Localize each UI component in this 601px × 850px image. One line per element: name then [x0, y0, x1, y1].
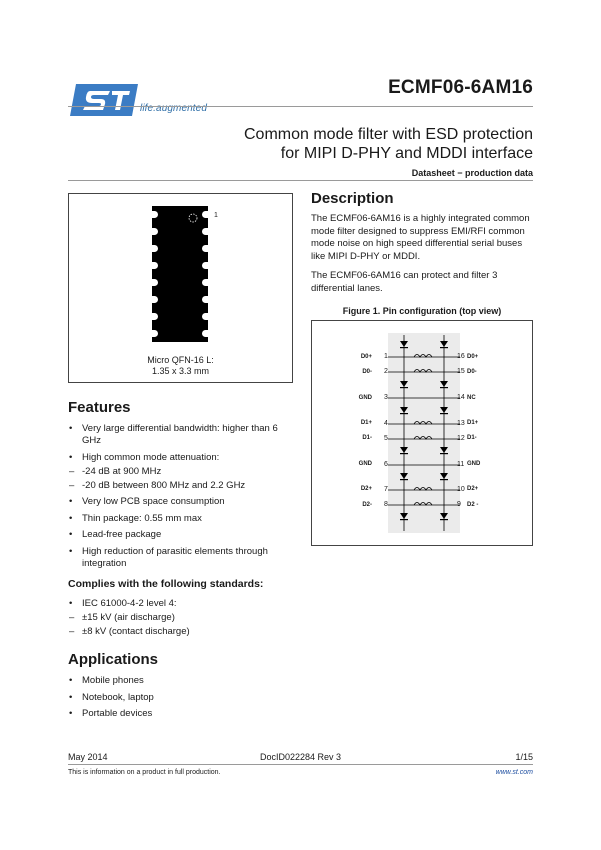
pin-number-right-10: 10	[457, 486, 465, 493]
description-paragraph-1: The ECMF06-6AM16 is a highly integrated common mode filter designed to suppress EMI/RFI common mode noise on high speed differential serial buses like MIPI D-PHY or MDDI.	[311, 213, 530, 262]
part-number-title: ECMF06-6AM16	[388, 77, 533, 98]
qfn-package-drawing	[69, 194, 292, 382]
feature-item-bandwidth: • Very large differential bandwidth: higher than 6 GHz	[68, 423, 293, 447]
pin-label-right-9: D2 -	[467, 502, 479, 508]
subtitle-line-1: Common mode filter with ESD protection	[244, 126, 533, 143]
pin-number-right-15: 15	[457, 368, 465, 375]
pin-label-left-3: GND	[358, 395, 372, 401]
datasheet-label: Datasheet − production data	[411, 168, 533, 178]
subtitle-divider	[68, 180, 533, 181]
pin-number-left-7: 7	[384, 486, 388, 493]
feature-subitem-range: – -20 dB between 800 MHz and 2.2 GHz	[68, 480, 293, 492]
feature-subitem-900mhz: – -24 dB at 900 MHz	[68, 466, 293, 478]
pin-number-left-8: 8	[384, 501, 388, 508]
pin-label-right-11: GND	[467, 461, 481, 467]
pin-label-left-8: D2-	[362, 502, 372, 508]
pin-label-left-7: D2+	[360, 486, 372, 492]
description-heading: Description	[311, 190, 394, 207]
standard-subitem-contact: – ±8 kV (contact discharge)	[68, 626, 293, 638]
standard-item-iec	[68, 598, 293, 638]
pin-label-right-10: D2+	[467, 486, 479, 492]
footer-doc-id: DocID022284 Rev 3	[259, 752, 342, 762]
pin1-marker: 1	[214, 212, 218, 219]
feature-item-attenuation	[68, 452, 293, 492]
footer-production-note: This is information on a product in full production.	[68, 769, 221, 776]
schematic-drawing	[312, 321, 532, 545]
subtitle-line-2: for MIPI D-PHY and MDDI interface	[280, 145, 533, 162]
applications-heading: Applications	[68, 651, 159, 668]
pin-number-right-14: 14	[457, 394, 465, 401]
pin-configuration-figure	[311, 320, 533, 546]
pin-number-right-13: 13	[457, 420, 465, 427]
application-item-notebook: • Notebook, laptop	[68, 692, 293, 704]
application-item-portable: • Portable devices	[68, 708, 293, 720]
package-caption	[68, 355, 293, 377]
standards-heading: Complies with the following standards:	[68, 578, 264, 590]
pin-number-right-9: 9	[457, 501, 461, 508]
footer-page-number: 1/15	[515, 752, 533, 762]
pin-number-right-12: 12	[457, 435, 465, 442]
standard-item-iec-text: IEC 61000-4-2 level 4:	[82, 598, 177, 609]
applications-list	[68, 675, 293, 725]
pin-label-right-13: D1+	[467, 420, 479, 426]
application-item-mobile: • Mobile phones	[68, 675, 293, 687]
pin-label-right-14: NC	[467, 395, 476, 401]
standard-subitem-air: – ±15 kV (air discharge)	[68, 612, 293, 624]
pin-number-right-11: 11	[457, 461, 465, 468]
description-paragraph-2: The ECMF06-6AM16 can protect and filter 3 differential lanes.	[311, 270, 498, 294]
footer-divider	[68, 764, 533, 765]
logo-tagline: life.augmented	[140, 103, 208, 114]
footer-website-link[interactable]: www.st.com	[495, 769, 533, 776]
pin-number-left-2: 2	[384, 368, 388, 375]
feature-item-parasitic: • High reduction of parasitic elements through integration	[68, 546, 293, 570]
product-subtitle	[173, 125, 533, 163]
pin-number-left-1: 1	[384, 353, 388, 360]
pin-label-right-15: D0-	[467, 369, 477, 375]
feature-item-lead-free: • Lead-free package	[68, 529, 293, 541]
pin-label-left-4: D1+	[360, 420, 372, 426]
standards-list	[68, 598, 293, 643]
features-list	[68, 423, 293, 574]
features-heading: Features	[68, 399, 131, 416]
pin-label-right-12: D1-	[467, 435, 477, 441]
package-caption-line-1: Micro QFN-16 L:	[147, 355, 214, 365]
pin-label-left-1: D0+	[360, 354, 372, 360]
feature-item-thin-package: • Thin package: 0.55 mm max	[68, 513, 293, 525]
pin-number-right-16: 16	[457, 353, 465, 360]
pin-number-left-6: 6	[384, 461, 388, 468]
figure-caption: Figure 1. Pin configuration (top view)	[342, 306, 502, 316]
pin-label-right-16: D0+	[467, 354, 479, 360]
pin-number-left-3: 3	[384, 394, 388, 401]
pin-number-left-4: 4	[384, 420, 388, 427]
feature-item-pcb-space: • Very low PCB space consumption	[68, 496, 293, 508]
pin-label-left-2: D0-	[362, 369, 372, 375]
footer-date: May 2014	[68, 752, 108, 762]
pin-label-left-6: GND	[358, 461, 372, 467]
pin-label-left-5: D1-	[362, 435, 372, 441]
package-caption-line-2: 1.35 x 3.3 mm	[151, 366, 210, 376]
st-logo-icon	[68, 82, 140, 118]
feature-item-attenuation-text: High common mode attenuation:	[82, 451, 220, 463]
pin-number-left-5: 5	[384, 435, 388, 442]
header-divider	[68, 106, 533, 107]
st-logo	[68, 82, 140, 118]
